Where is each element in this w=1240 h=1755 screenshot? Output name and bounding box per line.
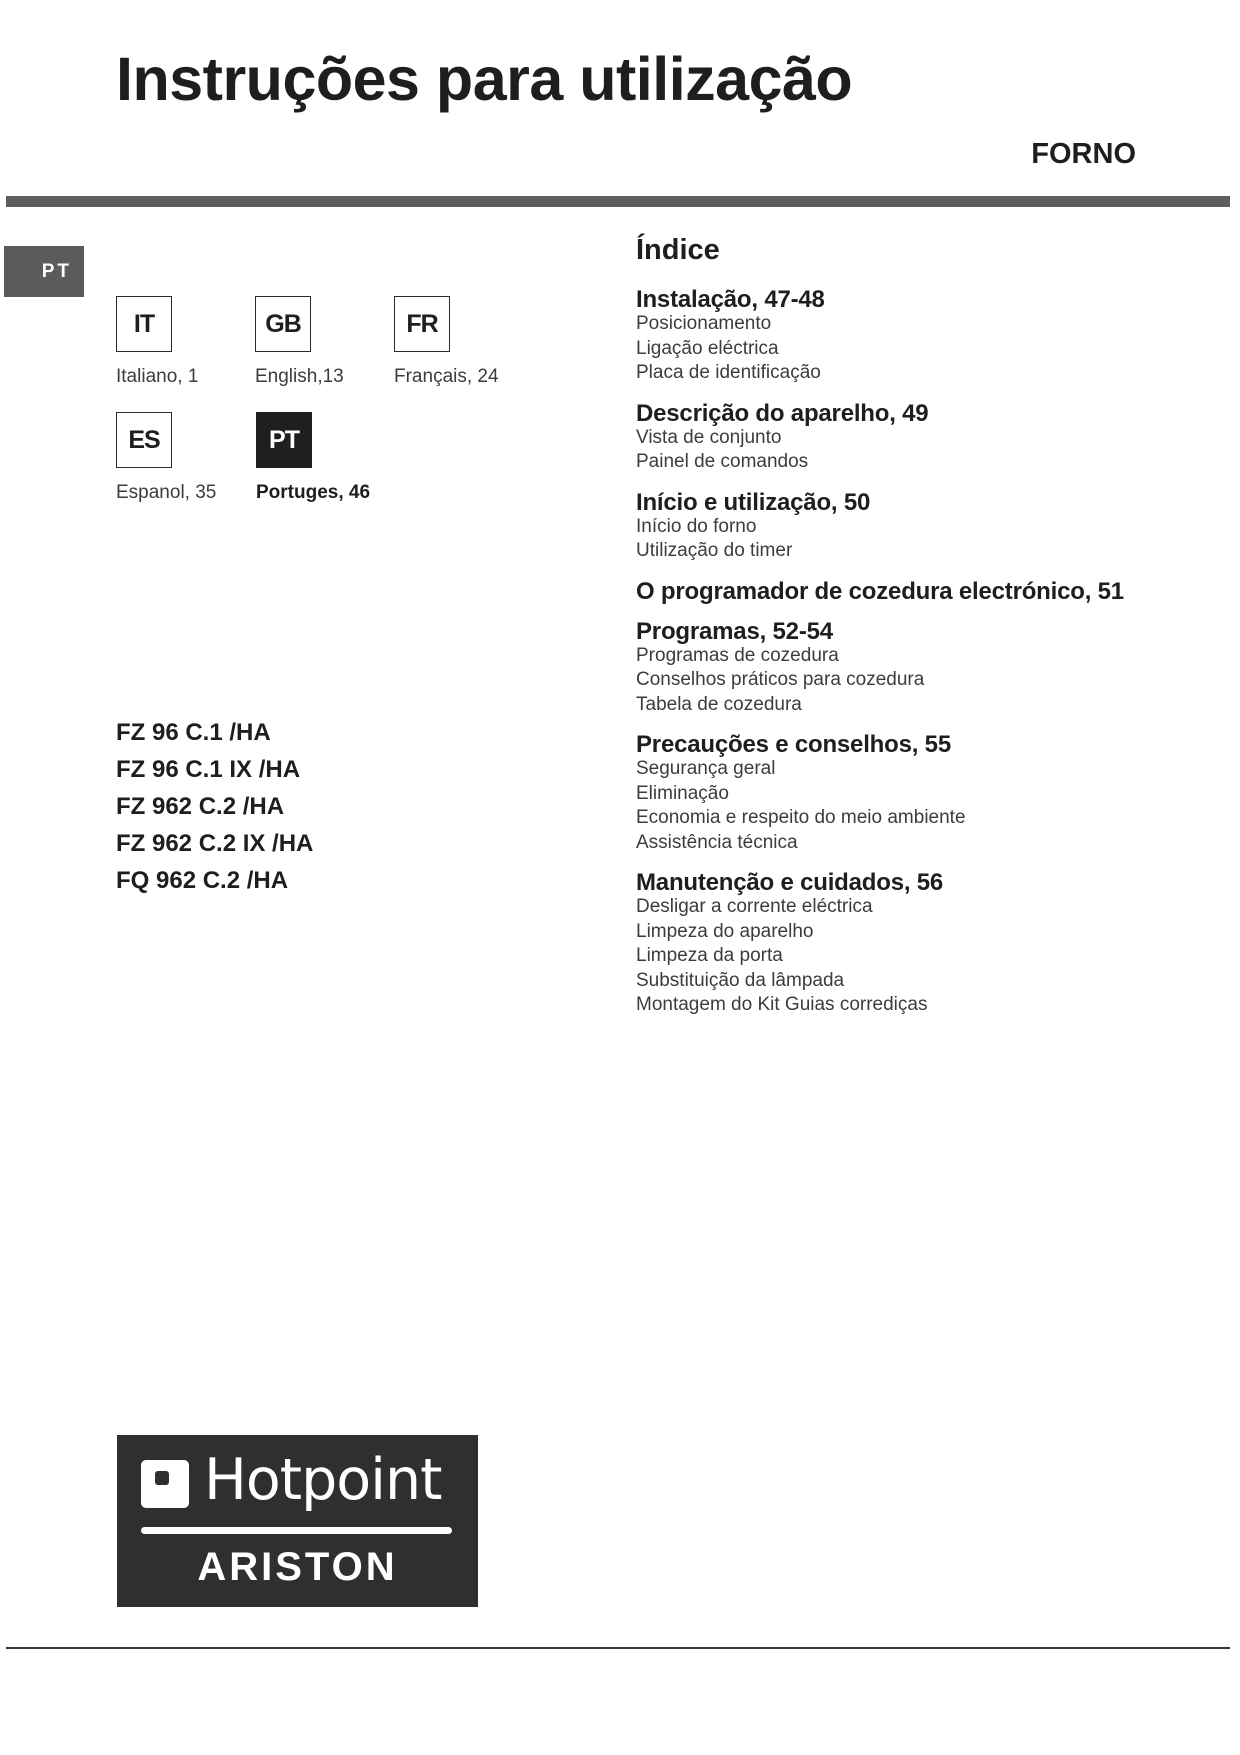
logo-brand-name: Hotpoint: [204, 1447, 442, 1513]
page-title: Instruções para utilização: [116, 45, 853, 113]
language-item-gb[interactable]: [255, 296, 405, 388]
product-type: FORNO: [1031, 138, 1136, 170]
toc-item: Posicionamento: [636, 313, 772, 334]
toc-section-programs[interactable]: [636, 619, 1156, 718]
toc-item: Assistência técnica: [636, 831, 798, 853]
toc-item: Substituição da lâmpada: [636, 969, 845, 991]
toc-item: Placa de identificação: [636, 362, 821, 383]
toc-section-programmer[interactable]: [636, 579, 1156, 604]
side-tab-label: PT: [41, 260, 72, 282]
language-code-box-active[interactable]: PT: [256, 412, 312, 468]
language-label: English,13: [255, 366, 344, 387]
toc-item: Vista de conjunto: [636, 426, 782, 448]
toc-item: Conselhos práticos para cozedura: [636, 669, 925, 690]
brand-logo: [117, 1435, 478, 1607]
toc-item: Desligar a corrente eléctrica: [636, 896, 873, 917]
model-name: FQ 962 C.2 /HA: [116, 867, 289, 894]
footer-divider: [6, 1647, 1230, 1649]
language-item-fr[interactable]: [394, 296, 544, 388]
toc-item: Ligação eléctrica: [636, 337, 779, 359]
language-code-box[interactable]: ES: [116, 412, 172, 468]
toc-item: Utilização do timer: [636, 540, 793, 561]
toc-item: Tabela de cozedura: [636, 693, 802, 715]
logo-mark-icon: [141, 1460, 189, 1508]
toc-item: Eliminação: [636, 782, 729, 804]
logo-brand-subname: ARISTON: [197, 1545, 398, 1589]
model-name: FZ 96 C.1 /HA: [116, 719, 271, 746]
toc-item: Programas de cozedura: [636, 644, 839, 666]
language-label: Français, 24: [394, 366, 499, 387]
toc-item: Painel de comandos: [636, 451, 809, 472]
logo-divider: [141, 1527, 452, 1534]
toc-section-description[interactable]: [636, 401, 1156, 475]
toc-section-title[interactable]: Instalação, 47-48: [636, 286, 825, 313]
language-item-it[interactable]: [116, 296, 266, 388]
toc-item: Montagem do Kit Guias corrediças: [636, 994, 928, 1015]
language-item-pt[interactable]: [256, 412, 406, 504]
language-code-box[interactable]: GB: [255, 296, 311, 352]
toc-section-title[interactable]: Início e utilização, 50: [636, 488, 871, 516]
toc-section-title[interactable]: Programas, 52-54: [636, 617, 833, 645]
toc-section-title[interactable]: Descrição do aparelho, 49: [636, 399, 929, 427]
model-name: FZ 962 C.2 /HA: [116, 793, 285, 820]
toc-section-precautions[interactable]: [636, 732, 1156, 855]
toc-item: Limpeza da porta: [636, 945, 783, 966]
model-name: FZ 96 C.1 IX /HA: [116, 756, 301, 783]
header-divider: [6, 196, 1230, 207]
language-label: Espanol, 35: [116, 482, 217, 503]
model-name: FZ 962 C.2 IX /HA: [116, 830, 314, 857]
toc-item: Economia e respeito do meio ambiente: [636, 807, 966, 828]
language-label: Italiano, 1: [116, 366, 199, 387]
toc-item: Limpeza do aparelho: [636, 920, 814, 942]
language-item-es[interactable]: [116, 412, 266, 504]
toc-section-maintenance[interactable]: [636, 870, 1156, 1018]
language-code-box[interactable]: FR: [394, 296, 450, 352]
model-list: [116, 714, 313, 899]
toc-section-installation[interactable]: [636, 287, 1156, 386]
toc-section-title[interactable]: Manutenção e cuidados, 56: [636, 869, 944, 896]
language-label-active: Portuges, 46: [256, 482, 371, 503]
table-of-contents: [636, 234, 1156, 1033]
toc-section-title[interactable]: O programador de cozedura electrónico, 51: [636, 577, 1124, 605]
toc-section-title[interactable]: Precauções e conselhos, 55: [636, 731, 951, 758]
language-side-tab: [4, 246, 84, 297]
toc-section-start[interactable]: [636, 490, 1156, 564]
language-code-box[interactable]: IT: [116, 296, 172, 352]
toc-item: Segurança geral: [636, 758, 776, 779]
toc-item: Início do forno: [636, 515, 757, 537]
index-title: Índice: [636, 234, 720, 266]
